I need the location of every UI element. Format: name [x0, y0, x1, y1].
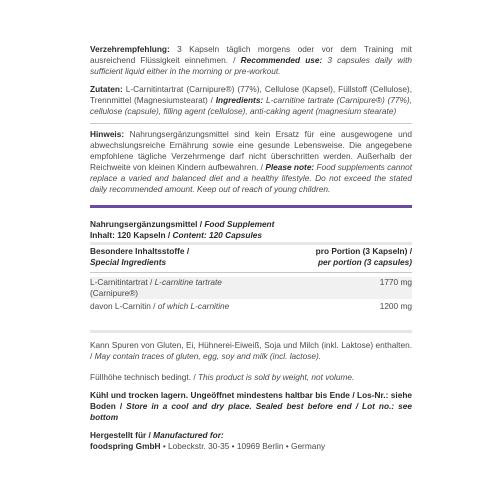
usage-text-en: 3 capsules daily with sufficient liquid either in the morning or pre-workout.: [90, 55, 412, 76]
storage-text-de: Kühl und trocken lagern. Ungeöffnet mindestens haltbar bis Ende / Los-Nr.: siehe Boden /: [90, 390, 412, 411]
usage-text-de: 3 Kapseln täglich morgens oder vor dem Training mit ausreichend Flüssigkeit einnehmen. /: [90, 44, 412, 65]
notice-label-en: Please note:: [265, 162, 315, 172]
row-name-en: of which L-carnitine: [157, 301, 230, 311]
table-bottom-band: [90, 330, 412, 333]
storage-paragraph: [90, 390, 412, 423]
ingredients-text-de: L-Carnitintartrat (Carnipure®) (77%), Cellulose (Kapsel), Füllstoff (Cellulose), Trennmittel (Magnesiumstearat) /: [90, 84, 412, 105]
notice-paragraph: [90, 129, 412, 195]
table-header-left: [90, 246, 240, 268]
fill-text-de: Füllhöhe technisch bedingt. /: [90, 372, 198, 382]
product-info: [90, 219, 412, 241]
table-header: [90, 246, 412, 268]
manufacturer-paragraph: [90, 430, 412, 452]
header-left-de: Besondere Inhaltsstoffe /: [90, 246, 190, 256]
row-value: 1200 mg: [379, 301, 412, 311]
ingredients-label-en: Ingredients:: [215, 95, 264, 105]
table-row: [90, 301, 412, 312]
row-name-de: davon L-Carnitin /: [90, 301, 158, 311]
usage-label-en: Recommended use:: [240, 55, 323, 65]
ingredients-paragraph: [90, 84, 412, 117]
row-name-en: L-carnitine tartrate: [154, 277, 222, 287]
notice-text-en: Food supplements cannot replace a varied and balanced diet and a healthy lifestyle. Do not exceed the stated daily recommended amount. Keep out of reach of young children.: [90, 162, 413, 194]
header-left-en: Special Ingredients: [90, 257, 167, 267]
product-content-en: Content: 120 Capsules: [172, 230, 262, 240]
row-name: [90, 301, 310, 312]
ingredients-table: [90, 246, 412, 312]
header-right-en: per portion (3 capsules): [317, 257, 412, 267]
header-right-de: pro Portion (3 Kapseln) /: [315, 246, 412, 256]
row-name: [90, 277, 310, 299]
row-value: 1770 mg: [379, 277, 412, 287]
product-content-de: Inhalt: 120 Kapseln /: [90, 230, 173, 240]
usage-paragraph: [90, 44, 412, 77]
manufacturer-name: foodspring GmbH: [90, 441, 161, 451]
notice-text-de: Nahrungsergänzungsmittel sind kein Ersatz für eine ausgewogene und abwechslungsreiche Ernährung sowie eine gesunde Lebensweise. Die angegebene empfohlene tägliche Verzehrmenge darf nicht überschritten werden. Außerhalb der Reichweite von kleinen Kindern aufbewahren. /: [90, 129, 412, 172]
allergens-paragraph: [90, 340, 412, 362]
row-name-extra: (Carnipure®): [90, 288, 139, 298]
accent-divider: [90, 205, 412, 208]
ingredients-label-de: Zutaten:: [90, 84, 123, 94]
product-type-de: Nahrungsergänzungsmittel /: [90, 219, 205, 229]
table-header-right: [242, 246, 412, 268]
manufacturer-label-en: Manufactured for:: [153, 430, 224, 440]
table-top-band: [90, 242, 412, 245]
table-header-rule: [90, 272, 412, 273]
manufacturer-label-de: Hergestellt für /: [90, 430, 154, 440]
ingredients-text-en: L-carnitine tartrate (Carnipure®) (77%), cellulose (capsule), filling agent (cellulose), anti-caking agent (magnesium stearate): [90, 95, 412, 116]
notice-label-de: Hinweis:: [90, 129, 125, 139]
allergens-text-de: Kann Spuren von Gluten, Ei, Hühnerei-Eiweiß, Soja und Milch (inkl. Laktose) enthalten. /: [90, 340, 412, 361]
row-name-de: L-Carnitintartrat /: [90, 277, 155, 287]
table-row: [90, 277, 412, 299]
fill-paragraph: [90, 372, 412, 383]
divider: [90, 123, 412, 124]
fill-text-en: This product is sold by weight, not volume.: [197, 372, 355, 382]
manufacturer-address: • Lobeckstr. 30-35 • 10969 Berlin • Germany: [160, 441, 326, 451]
usage-label-de: Verzehrempfehlung:: [90, 44, 170, 54]
storage-text-en: Store in a cool and dry place. Sealed best before end / Lot no.: see bottom: [90, 401, 412, 422]
product-type-en: Food Supplement: [204, 219, 275, 229]
allergens-text-en: May contain traces of gluten, egg, soy and milk (incl. lactose).: [94, 351, 322, 361]
